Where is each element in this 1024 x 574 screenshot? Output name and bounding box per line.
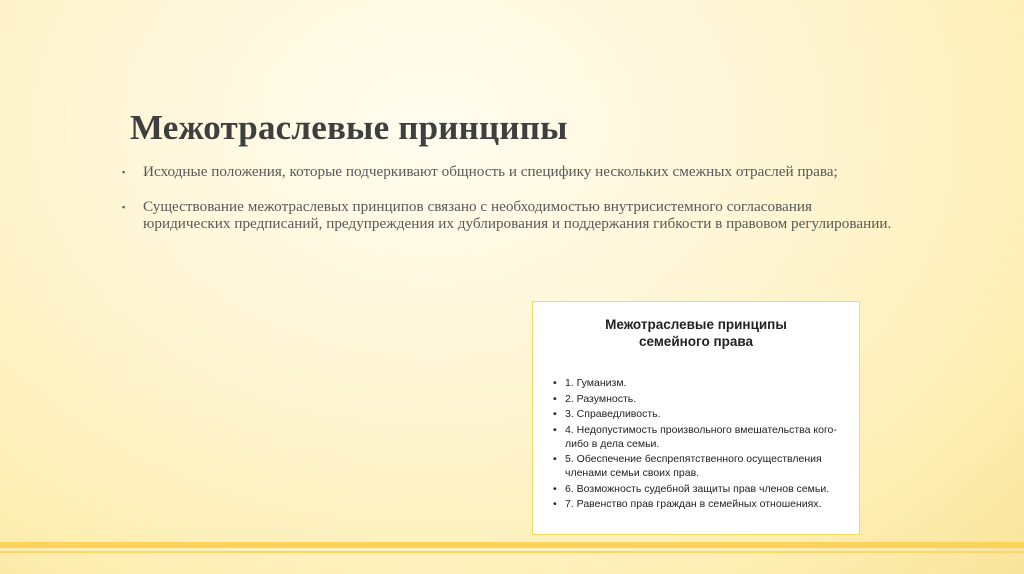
inset-list-item: • 4. Недопустимость произвольного вмешательства кого-либо в дела семьи.	[553, 423, 853, 451]
bottom-accent-bar	[0, 542, 1024, 548]
bullet-item	[122, 163, 902, 180]
bullet-text: Исходные положения, которые подчеркивают общность и специфику нескольких смежных отраслей права;	[143, 163, 838, 180]
inset-list-item: • 1. Гуманизм.	[553, 376, 853, 390]
inset-list-item: • 3. Справедливость.	[553, 407, 853, 421]
inset-list-item: • 7. Равенство прав граждан в семейных отношениях.	[553, 497, 853, 511]
bullet-item	[122, 198, 902, 232]
inset-list-item: • 5. Обеспечение беспрепятственного осуществления членами семьи своих прав.	[553, 452, 853, 480]
slide-title: Межотраслевые принципы	[130, 108, 568, 147]
bottom-accent-line	[0, 551, 1024, 553]
square-bullet-icon: ▪	[122, 202, 126, 212]
bullet-text: Существование межотраслевых принципов связано с необходимостью внутрисистемного согласования юридических предписаний, предупреждения их дублирования и поддержания гибкости в правовом регулировании.	[143, 198, 892, 232]
square-bullet-icon: ▪	[122, 167, 126, 177]
inset-principles-list	[553, 376, 853, 513]
inset-list-item: • 2. Разумность.	[553, 392, 853, 406]
inset-list-item: • 6. Возможность судебной защиты прав членов семьи.	[553, 482, 853, 496]
inset-title	[533, 316, 859, 350]
inset-image-box	[532, 301, 860, 535]
inset-title-line: Межотраслевые принципы	[605, 317, 787, 332]
bullet-list	[122, 163, 902, 232]
inset-title-line: семейного права	[638, 334, 753, 349]
